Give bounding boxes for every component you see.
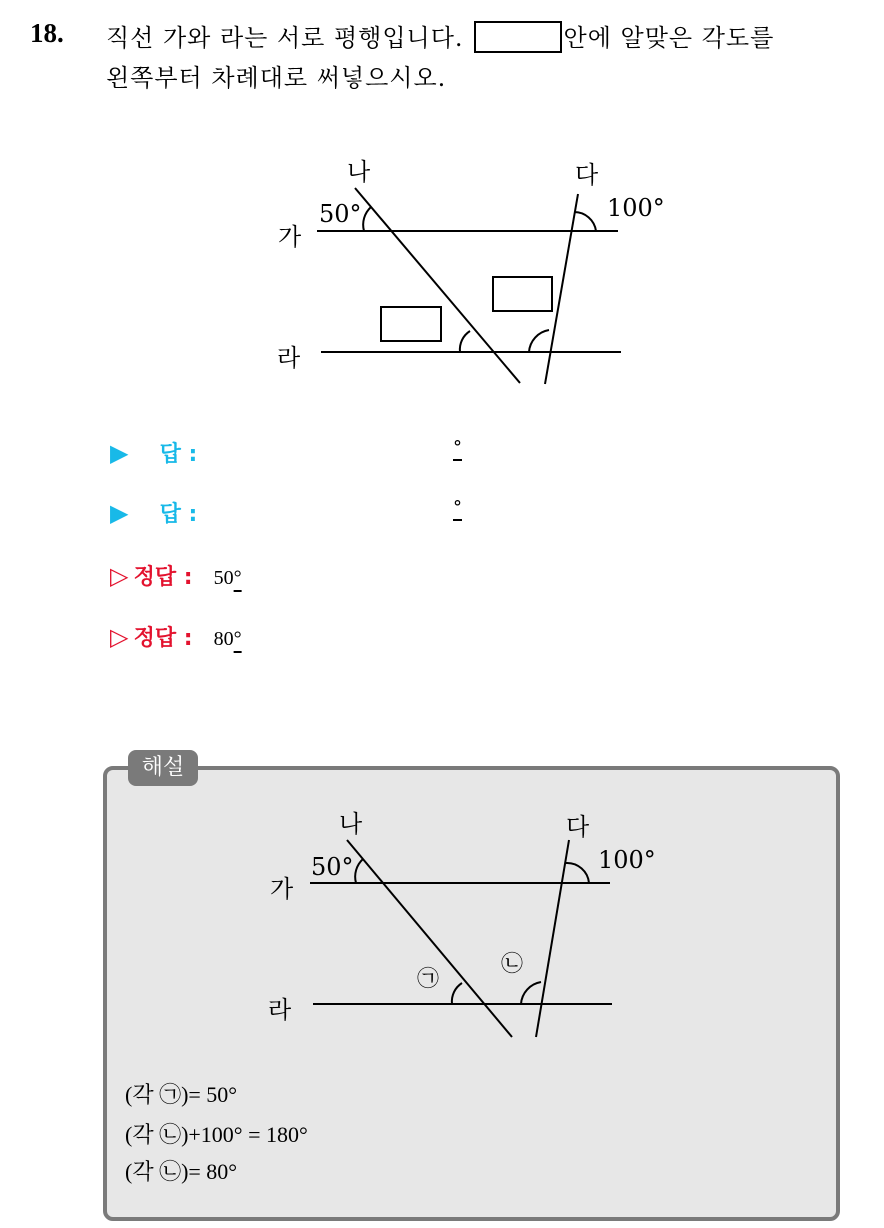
sol-label-100: 100° xyxy=(598,846,656,874)
answer-input-2[interactable] xyxy=(220,500,440,530)
correct-label: 정답 : xyxy=(133,626,193,651)
answer-box-left-icon xyxy=(381,307,441,341)
correct-unit: ° xyxy=(233,567,242,589)
correct-value: 80 xyxy=(213,628,234,650)
solution-figure xyxy=(0,790,884,1050)
answer-unit-2: ° xyxy=(453,497,462,518)
correct-unit: ° xyxy=(233,628,242,650)
correct-value: 50 xyxy=(213,567,234,589)
sol-label-da: 다 xyxy=(566,813,590,841)
answer-marker-icon: ▶ xyxy=(110,499,129,527)
label-ga: 가 xyxy=(278,223,302,251)
sol-arc-100-icon xyxy=(566,863,589,883)
sol-arc-a-icon xyxy=(452,983,462,1004)
solution-equation-1: (각 ㉠)= 50° xyxy=(125,1082,238,1107)
sol-label-ga: 가 xyxy=(270,875,294,903)
correct-marker-icon: ▷ xyxy=(110,562,129,590)
sol-label-50: 50° xyxy=(311,853,354,881)
label-100: 100° xyxy=(607,194,665,222)
label-50: 50° xyxy=(319,200,362,228)
line-na xyxy=(355,188,520,383)
problem-figure xyxy=(0,0,884,420)
sol-line-na xyxy=(347,840,512,1037)
sol-line-da xyxy=(536,840,569,1037)
mark-b-icon: ㉡ xyxy=(501,952,524,977)
correct-marker-icon: ▷ xyxy=(110,623,129,651)
answer-row-1 xyxy=(110,437,197,468)
question-text-part1: 직선 가와 라는 서로 평행입니다. xyxy=(106,24,464,52)
arc-left-icon xyxy=(460,331,470,352)
correct-label: 정답 : xyxy=(133,565,193,590)
answer-box-right-icon xyxy=(493,277,552,311)
solution-badge: 해설 xyxy=(128,750,198,786)
correct-row-1 xyxy=(110,560,242,591)
label-na: 나 xyxy=(347,158,371,186)
sol-arc-50-icon xyxy=(355,859,363,883)
answer-label: 답 : xyxy=(159,502,198,527)
solution-equation-3: (각 ㉡)= 80° xyxy=(125,1159,238,1184)
answer-marker-icon: ▶ xyxy=(110,439,129,467)
arc-50-icon xyxy=(363,207,371,231)
sol-arc-b-icon xyxy=(521,982,541,1004)
label-da: 다 xyxy=(575,161,599,189)
arc-right-icon xyxy=(529,330,549,352)
correct-row-2 xyxy=(110,621,242,652)
answer-unit-1: ° xyxy=(453,437,462,458)
mark-a-icon: ㉠ xyxy=(417,967,440,992)
solution-equation-2: (각 ㉡)+100° = 180° xyxy=(125,1122,308,1147)
question-number: 18. xyxy=(30,18,64,48)
question-text-line2: 왼쪽부터 차례대로 써넣으시오. xyxy=(106,64,447,92)
arc-100-icon xyxy=(574,212,596,231)
answer-label: 답 : xyxy=(159,442,198,467)
answer-row-2 xyxy=(110,497,197,528)
label-ra: 라 xyxy=(277,344,301,372)
question-text-part2: 안에 알맞은 각도를 xyxy=(563,24,775,52)
line-da xyxy=(545,194,578,384)
sol-label-ra: 라 xyxy=(268,996,292,1024)
sol-label-na: 나 xyxy=(339,810,363,838)
answer-input-1[interactable] xyxy=(220,440,440,470)
